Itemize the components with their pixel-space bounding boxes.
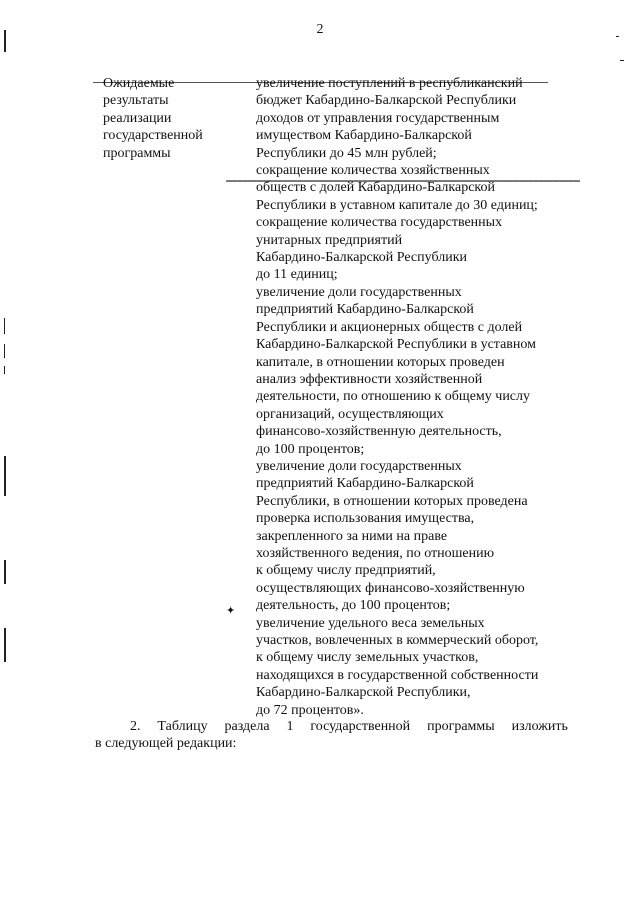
value-line: увеличение поступлений в республиканский: [256, 76, 523, 91]
value-line: увеличение удельного веса земельных: [256, 615, 485, 631]
scan-mark: [4, 560, 6, 584]
value-line: проверка использования имущества,: [256, 511, 475, 527]
value-line: капитале, в отношении которых проведен: [256, 354, 505, 370]
paragraph-word: программы: [427, 719, 495, 734]
scan-mark: [4, 30, 6, 52]
scan-mark: [616, 36, 619, 37]
value-line: участков, вовлеченных в коммерческий оборот,: [256, 633, 539, 648]
paragraph-word: Таблицу: [157, 719, 208, 734]
value-line: увеличение доли государственных: [256, 458, 462, 474]
value-line: осуществляющих финансово-хозяйственную: [256, 580, 525, 596]
value-line: Республики и акционерных обществ с долей: [256, 319, 523, 335]
value-line: Республики, в отношении которых проведена: [256, 493, 528, 509]
value-line: Кабардино-Балкарской Республики в уставном: [256, 337, 537, 353]
value-line: до 72 процентов».: [256, 702, 364, 718]
value-line: до 11 единиц;: [256, 267, 338, 283]
paragraph-first-line: [95, 718, 568, 735]
label-line: результаты: [103, 93, 169, 109]
value-line: Республики до 45 млн рублей;: [256, 145, 437, 161]
value-line: бюджет Кабардино-Балкарской Республики: [256, 93, 517, 109]
value-line: закрепленного за ними на праве: [256, 528, 448, 544]
label-line: государственной: [103, 128, 203, 144]
scan-mark: [4, 628, 6, 662]
paragraph-word: изложить: [511, 719, 568, 734]
value-line: унитарных предприятий: [256, 232, 403, 248]
value-line: деятельность, до 100 процентов;: [256, 598, 451, 614]
scan-mark: [620, 60, 624, 61]
label-line: программы: [103, 145, 171, 161]
value-line: имуществом Кабардино-Балкарской: [256, 128, 472, 144]
value-line: Кабардино-Балкарской Республики: [256, 250, 467, 266]
table-value-cell: [256, 75, 576, 719]
scan-mark: [4, 344, 5, 358]
label-line: реализации: [103, 110, 172, 126]
page-number: 2: [316, 22, 324, 37]
label-line: Ожидаемые: [103, 76, 175, 91]
scan-artifact-mark: ✦: [226, 605, 236, 617]
paragraph: [95, 718, 568, 753]
value-line: увеличение доли государственных: [256, 284, 462, 300]
paragraph-word: государственной: [310, 719, 411, 734]
paragraph-word: 2.: [130, 719, 141, 734]
value-line: Кабардино-Балкарской Республики,: [256, 685, 471, 701]
value-line: предприятий Кабардино-Балкарской: [256, 476, 474, 492]
paragraph-word: раздела: [224, 719, 270, 734]
value-line: до 100 процентов;: [256, 441, 365, 457]
value-line: финансово-хозяйственную деятельность,: [256, 424, 502, 440]
value-line: хозяйственного ведения, по отношению: [256, 545, 495, 561]
scan-mark: [4, 318, 5, 334]
paragraph-word: 1: [286, 719, 294, 734]
value-line: находящихся в государственной собственности: [256, 667, 539, 683]
paragraph-second-line: в следующей редакции:: [95, 736, 237, 752]
value-line: обществ с долей Кабардино-Балкарской: [256, 180, 496, 196]
scan-mark: [4, 366, 5, 374]
value-line: анализ эффективности хозяйственной: [256, 371, 483, 387]
value-line: организаций, осуществляющих: [256, 406, 444, 422]
value-line: предприятий Кабардино-Балкарской: [256, 302, 474, 318]
value-line: сокращение количества хозяйственных: [256, 163, 490, 179]
value-line: сокращение количества государственных: [256, 215, 503, 231]
value-line: Республики в уставном капитале до 30 единиц;: [256, 197, 538, 213]
value-line: деятельности, по отношению к общему числу: [256, 389, 531, 405]
scan-mark: [4, 456, 6, 496]
value-line: к общему числу предприятий,: [256, 563, 436, 579]
value-line: доходов от управления государственным: [256, 110, 500, 126]
value-line: к общему числу земельных участков,: [256, 650, 479, 666]
table-label-cell: [103, 75, 243, 162]
